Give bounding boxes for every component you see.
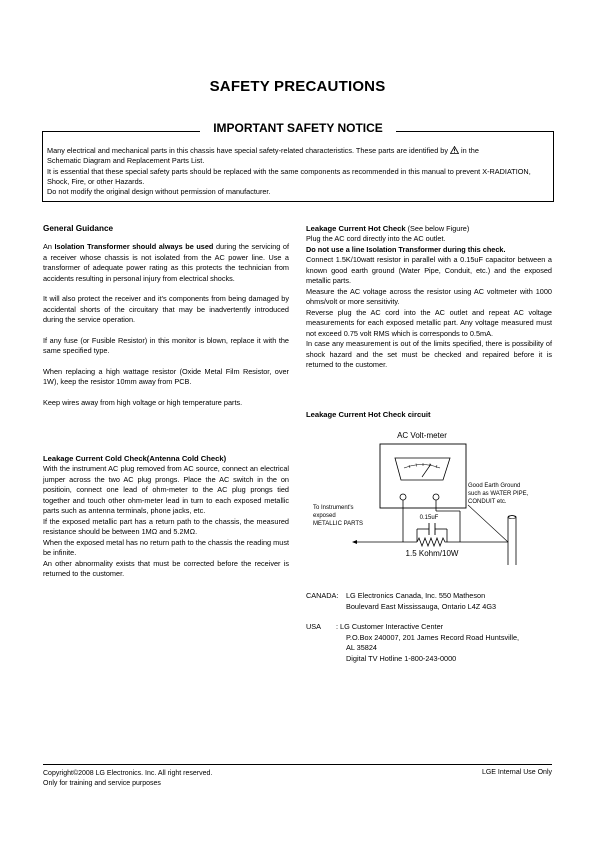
terminal-left xyxy=(400,494,406,500)
capacitor-label: 0.15uF xyxy=(419,515,439,521)
cold-p2: If the exposed metallic part has a return path to the chassis, the measured resistance should be between 1MΩ and 5.2MΩ. xyxy=(43,516,289,536)
notice-line-4: Do not modify the original design without permission of manufacturer. xyxy=(47,187,271,197)
instrument-label-1: To Instrument's xyxy=(313,505,354,511)
notice-text xyxy=(47,146,550,197)
voltmeter-needle xyxy=(422,464,431,477)
hot-p4: Measure the AC voltage across the resistor using AC voltmeter with 1000 ohms/volt or more sensitivity. xyxy=(306,286,552,306)
footer-divider xyxy=(43,764,552,765)
ground-label-2: such as WATER PIPE, xyxy=(468,491,529,497)
contacts xyxy=(306,591,556,664)
footer-copyright: Copyright©2008 LG Electronics. Inc. All right reserved. xyxy=(43,770,213,777)
instrument-label-3: METALLIC PARTS xyxy=(313,521,364,527)
cold-p4: An other abnormality exists that must be corrected before the receiver is returned to the customer. xyxy=(43,558,289,578)
hot-check-circuit-diagram xyxy=(300,425,552,565)
notice-line-1 xyxy=(47,146,550,156)
canada-label: CANADA: xyxy=(306,591,339,600)
resistor-symbol xyxy=(417,538,447,546)
hot-p2: Do not use a line Isolation Transformer during this check. xyxy=(306,244,506,254)
ground-label-3: CONDUIT etc. xyxy=(468,499,507,505)
general-p3: If any fuse (or Fusible Resistor) in this monitor is blown, replace it with the same specified type. xyxy=(43,335,289,355)
resistor-label: 1.5 Kohm/10W xyxy=(405,549,459,558)
hot-check xyxy=(306,223,552,371)
cold-p3: When the exposed metal has no return path to the chassis the reading must be infinite. xyxy=(43,537,289,557)
cold-heading: Leakage Current Cold Check(Antenna Cold Check) xyxy=(43,454,227,463)
hot-heading-row xyxy=(306,223,552,234)
footer-note: Only for training and service purposes xyxy=(43,779,161,787)
footer-internal-use: LGE Internal Use Only xyxy=(481,769,552,776)
hot-heading-note: (See below Figure) xyxy=(405,224,470,233)
notice-line-3: It is essential that these special safety parts should be replaced with the same components as recommended in this manual to prevent X-RADIATION, Shock, Fire, or other Hazards. xyxy=(47,166,531,186)
usa-line-1: : LG Customer Interactive Center xyxy=(336,622,444,631)
cold-p1: With the instrument AC plug removed from AC source, connect an electrical jumper across the two AC plug prongs. Place the AC switch in the on positioin, connect one lead of ohm-meter to the AC plug prongs tied together and touch other ohm-meter lead in turn to each exposed metallic parts such as antenna terminals, phone jacks, etc. xyxy=(43,464,289,515)
general-guidance xyxy=(43,223,289,408)
terminal-right xyxy=(433,494,439,500)
usa-line-4: Digital TV Hotline 1-800-243-0000 xyxy=(346,653,457,663)
hot-p6: In case any measurement is out of the limits specified, there is possibility of shock hazard and the set must be checked and repaired before it is returned to the customer. xyxy=(306,339,552,369)
usa-label: USA xyxy=(306,622,322,631)
hot-p3: Connect 1.5K/10watt resistor in parallel with a 0.15uF capacitor between a known good earth ground (Water Pipe, Conduit, etc.) and the exposed metallic parts. xyxy=(306,255,552,285)
canada-line-2: Boulevard East Mississauga, Ontario L4Z 4G3 xyxy=(346,601,497,611)
canada-line-1: LG Electronics Canada, Inc. 550 Matheson xyxy=(346,591,486,600)
ground-label-1: Good Earth Ground xyxy=(468,483,521,489)
usa-line-2: P.O.Box 240007, 201 James Record Road Huntsville, xyxy=(346,632,520,642)
general-heading: General Guidance xyxy=(43,224,114,233)
warning-icon xyxy=(450,146,459,154)
contact-canada xyxy=(306,591,556,602)
hot-p5: Reverse plug the AC cord into the AC outlet and repeat AC voltage measurements for each exposed metallic part. Any voltage measured must not exceed 0.75 volt RMS which is corresponds to 0.5mA. xyxy=(306,307,552,338)
instrument-label-2: exposed xyxy=(313,513,336,519)
general-p5: Keep wires away from high voltage or high temperature parts. xyxy=(43,397,243,407)
usa-line-3: AL 35824 xyxy=(346,643,377,652)
circuit-heading: Leakage Current Hot Check circuit xyxy=(306,410,431,419)
notice-line-1a: Many electrical and mechanical parts in this chassis have special safety-related characteristics. These parts are identified by xyxy=(47,146,448,155)
general-p4: When replacing a high wattage resistor (Oxide Metal Film Resistor, over 1W), keep the resistor 10mm away from PCB. xyxy=(43,366,289,386)
notice-line-1b: in the xyxy=(461,146,479,155)
meter-label: AC Volt-meter xyxy=(397,431,447,440)
notice-title: IMPORTANT SAFETY NOTICE xyxy=(200,121,396,135)
page-title: SAFETY PRECAUTIONS xyxy=(209,78,386,95)
general-p1: An Isolation Transformer should always be used during the servicing of a receiver whose chassis is not isolated from the AC power line. Use a transformer of adequate power rating as this protects the technician from accidents resulting in personal injury from electrical shocks. xyxy=(43,242,290,283)
general-p2: It will also protect the receiver and it's components from being damaged by accidental shorts of the circuitary that may be inadvertently introduced during the service operation. xyxy=(43,294,289,324)
hot-p1: Plug the AC cord directly into the AC outlet. xyxy=(306,234,446,243)
notice-line-2: Schematic Diagram and Replacement Parts List. xyxy=(47,156,205,166)
contact-usa xyxy=(306,622,556,633)
cold-check xyxy=(43,453,289,580)
footer-left xyxy=(43,769,212,788)
hot-heading: Leakage Current Hot Check xyxy=(306,224,406,233)
